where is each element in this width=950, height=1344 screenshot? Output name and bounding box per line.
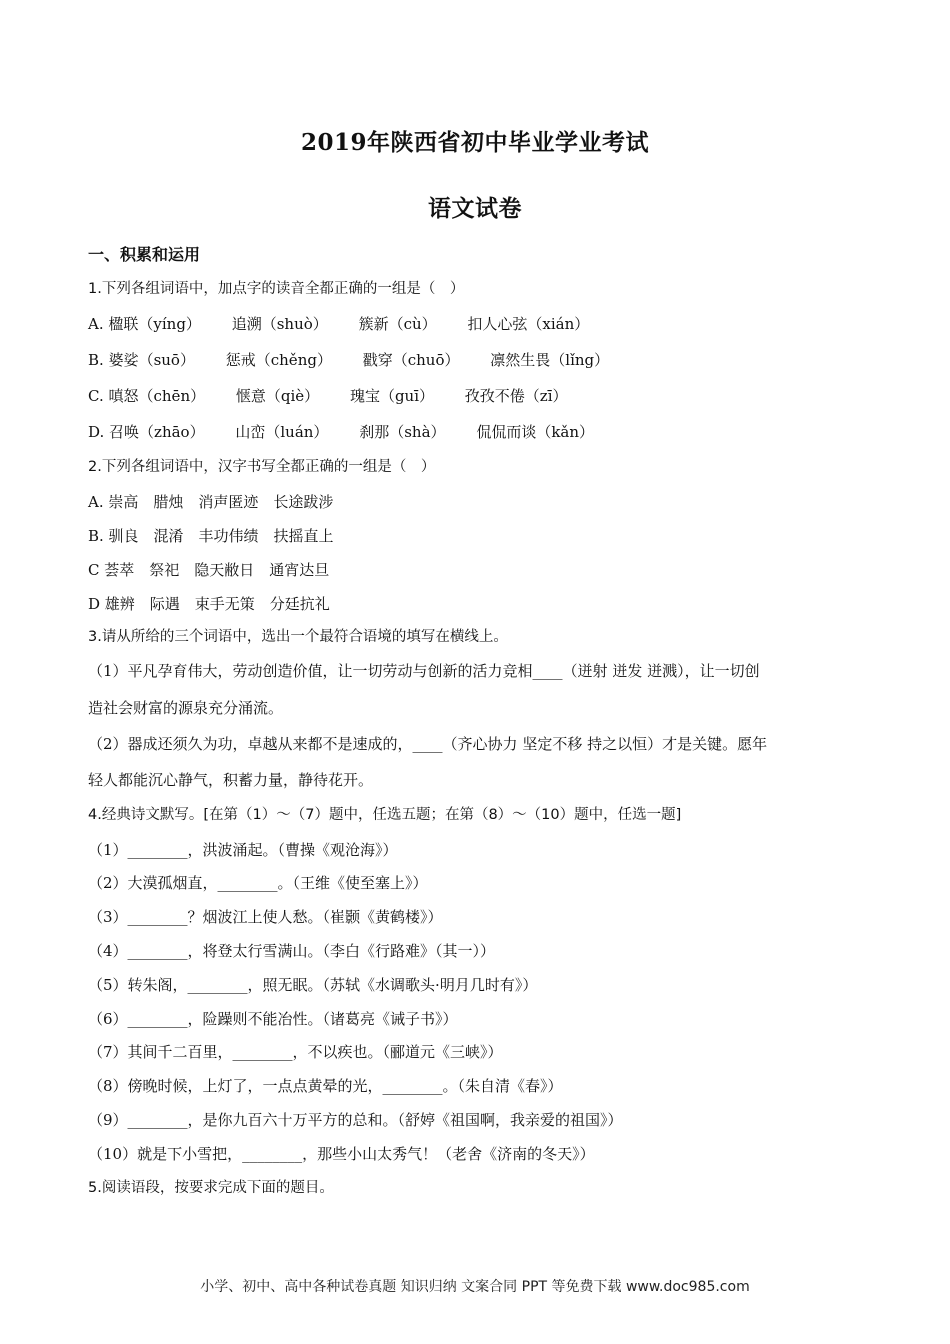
option-word: 孜孜不倦（zī） <box>464 387 568 405</box>
option-word: 嗔怒（chēn） <box>108 387 206 405</box>
question-4-item-9: （9）________，是你九百六十万平方的总和。（舒婷《祖国啊，我亲爱的祖国》） <box>88 1111 623 1129</box>
exam-title: 2019年陕西省初中毕业学业考试 <box>300 129 649 156</box>
question-3-stem: 3.请从所给的三个词语中，选出一个最符合语境的填写在横线上。 <box>88 629 508 645</box>
exam-subtitle: 语文试卷 <box>428 195 522 222</box>
page-footer: 小学、初中、高中各种试卷真题 知识归纳 文案合同 PPT 等免费下载 www.doc985.com <box>200 1279 750 1295</box>
option-word: 追溯（shuò） <box>231 315 328 333</box>
option-word: 山峦（luán） <box>235 423 329 441</box>
question-3-part-1-line-2: 造社会财富的源泉充分涌流。 <box>88 699 284 717</box>
question-2-option-b: B. 驯良 混淆 丰功伟绩 扶摇直上 <box>88 527 334 545</box>
question-2-option-a: A. 崇高 腊烛 消声匿迹 长途跋涉 <box>88 493 334 511</box>
question-4-item-10: （10）就是下小雪把，________，那些小山太秀气！（老舍《济南的冬天》） <box>88 1145 595 1163</box>
question-4-item-8: （8）傍晚时候，上灯了，一点点黄晕的光，________。（朱自清《春》） <box>88 1077 563 1095</box>
question-5-stem: 5.阅读语段，按要求完成下面的题目。 <box>88 1180 334 1196</box>
question-4-item-3: （3）________？烟波江上使人愁。（崔颢《黄鹤楼》） <box>88 908 443 926</box>
question-3-part-1-line-1: （1）平凡孕育伟大，劳动创造价值，让一切劳动与创新的活力竞相____（迸射 迸发 迸溅），让一切创 <box>88 662 760 680</box>
option-word: 凛然生畏（lǐng） <box>490 351 610 369</box>
option-word: 戳穿（chuō） <box>362 351 460 369</box>
question-4-item-2: （2）大漠孤烟直，________。（王维《使至塞上》） <box>88 874 428 892</box>
question-3-part-2-line-2: 轻人都能沉心静气，积蓄力量，静待花开。 <box>88 771 374 789</box>
option-word: 瑰宝（guī） <box>349 387 435 405</box>
question-4-item-6: （6）________，险躁则不能冶性。（诸葛亮《诫子书》） <box>88 1010 458 1028</box>
question-2-option-d: D 雄辨 际遇 束手无策 分廷抗礼 <box>88 595 330 613</box>
option-word: 簇新（cù） <box>358 315 437 333</box>
question-1-option-b <box>88 349 862 371</box>
question-2-stem: 2.下列各组词语中，汉字书写全都正确的一组是（ ） <box>88 459 436 475</box>
question-4-item-1: （1）________，洪波涌起。（曹操《观沧海》） <box>88 841 398 859</box>
option-label: D. <box>88 423 105 441</box>
option-word: 刹那（shà） <box>359 423 446 441</box>
option-word: 召唤（zhāo） <box>109 423 205 441</box>
question-1-option-c <box>88 385 862 407</box>
section-heading: 一、积累和运用 <box>88 245 201 264</box>
option-label: A. <box>88 315 104 333</box>
question-1-option-a <box>88 313 862 335</box>
question-1-stem: 1.下列各组词语中，加点字的读音全都正确的一组是（ ） <box>88 281 465 297</box>
question-4-item-7: （7）其间千二百里，________，不以疾也。（郦道元《三峡》） <box>88 1043 503 1061</box>
option-word: 婆娑（suō） <box>108 351 195 369</box>
question-4-stem: 4.经典诗文默写。[在第（1）～（7）题中，任选五题；在第（8）～（10）题中，任选一题] <box>88 807 682 823</box>
option-label: B. <box>88 351 104 369</box>
option-label: C. <box>88 387 104 405</box>
option-word: 楹联（yíng） <box>108 315 201 333</box>
option-word: 惬意（qiè） <box>235 387 320 405</box>
option-word: 侃侃而谈（kǎn） <box>476 423 595 441</box>
question-4-item-5: （5）转朱阁，________，照无眠。（苏轼《水调歌头·明月几时有》） <box>88 976 538 994</box>
question-4-item-4: （4）________，将登太行雪满山。（李白《行路难》（其一）） <box>88 942 496 960</box>
question-1-option-d <box>88 421 862 443</box>
question-2-option-c: C 荟萃 祭祀 隐天敝日 通宵达旦 <box>88 561 330 579</box>
question-3-part-2-line-1: （2）器成还须久为功，卓越从来都不是速成的，____（齐心协力 坚定不移 持之以恒）才是关键。愿年 <box>88 735 768 753</box>
option-word: 惩戒（chěng） <box>225 351 332 369</box>
option-word: 扣人心弦（xián） <box>467 315 590 333</box>
